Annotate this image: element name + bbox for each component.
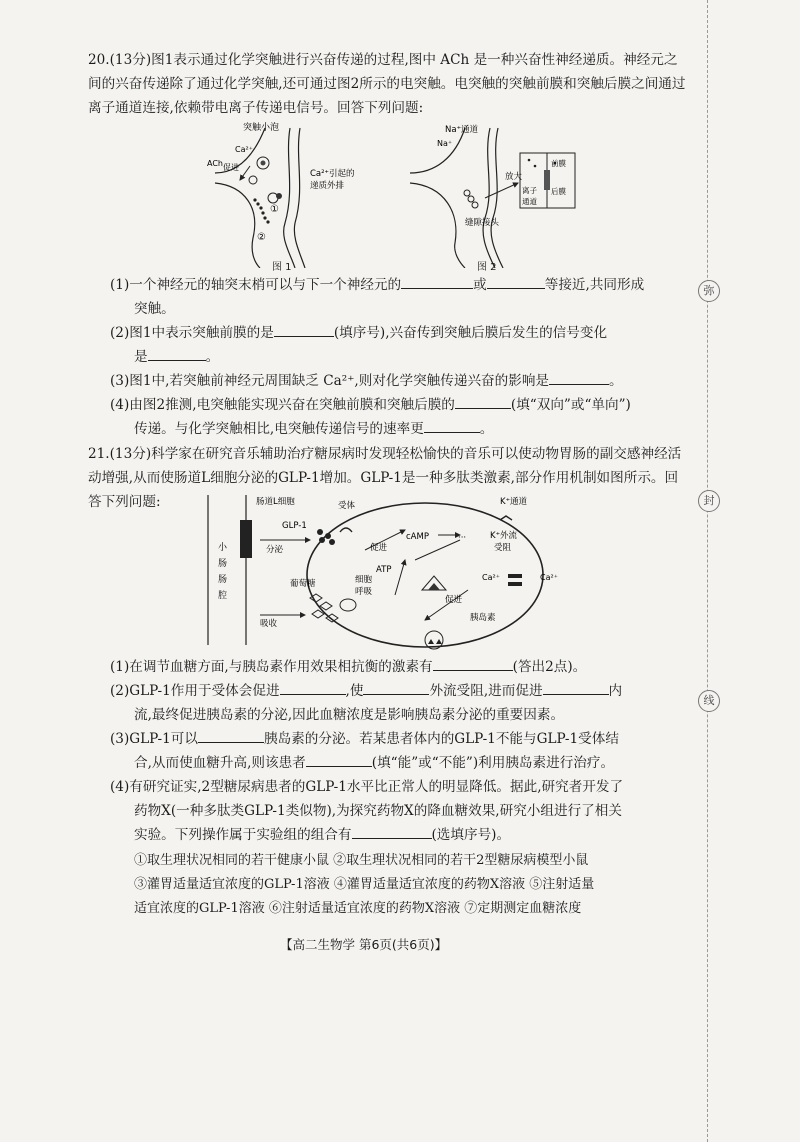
q21-s2-text-c: 外流受阻,进而促进 bbox=[429, 683, 543, 699]
electrical-synapse-diagram bbox=[405, 118, 585, 268]
fig1-label-ach: ACh bbox=[207, 159, 223, 168]
q21-s2-text-b: ,使 bbox=[345, 683, 364, 699]
q20-sub-4 bbox=[110, 393, 690, 417]
q21-s1-text-b: (答出2点)。 bbox=[512, 659, 587, 675]
q21-sub-3 bbox=[110, 727, 690, 751]
fig21-receptor: 受体 bbox=[338, 501, 356, 511]
q21-s2-blank-3[interactable] bbox=[543, 680, 609, 695]
q21-s4-text-c: 实验。下列操作属于实验组的组合有 bbox=[134, 827, 352, 843]
fig2-label-gap: 缝隙接头 bbox=[465, 218, 500, 228]
q21-option-line-2: ③灌胃适量适宜浓度的GLP-1溶液 ④灌胃适量适宜浓度的药物X溶液 ⑤注射适量 bbox=[134, 877, 595, 892]
chemical-synapse-diagram bbox=[195, 118, 390, 268]
q21-s2-blank-2[interactable] bbox=[363, 680, 429, 695]
q21-s4-text-d: (选填序号)。 bbox=[431, 827, 511, 843]
fig21-glucose: 葡萄糖 bbox=[290, 579, 316, 589]
fig2-label-zoom: 放大 bbox=[505, 172, 523, 182]
q21-intro: 21.(13分)科学家在研究音乐辅助治疗糖尿病时发现轻松愉快的音乐可以使动物胃肠的副交感神经活动增强,从而使肠道L细胞分泌的GLP-1增加。GLP-1是一种多肽类激素,部分作用机制如图所示。回答下列问题: bbox=[88, 446, 682, 510]
q21-option-line-1: ①取生理状况相同的若干健康小鼠 ②取生理状况相同的若干2型糖尿病模型小鼠 bbox=[134, 853, 589, 868]
fig21-promote-2: 促进 bbox=[445, 595, 463, 605]
fig21-k-out-1: K⁺外流 bbox=[490, 531, 518, 541]
q20-s1-text-a: (1)一个神经元的轴突末梢可以与下一个神经元的 bbox=[110, 277, 402, 293]
fig21-secrete: 分泌 bbox=[266, 545, 284, 555]
fig1-num-1: ① bbox=[270, 204, 279, 215]
q21-s1-text-a: (1)在调节血糖方面,与胰岛素作用效果相抗衡的激素有 bbox=[110, 659, 433, 675]
q20-sub-2 bbox=[110, 321, 690, 345]
fig2-label-post: 后膜 bbox=[551, 187, 566, 196]
q20-sub-2-cont bbox=[134, 345, 714, 369]
fig21-lumen-3: 肠 bbox=[218, 575, 228, 585]
fig21-k-out-2: 受阻 bbox=[494, 543, 512, 553]
q20-s2-blank-1[interactable] bbox=[274, 322, 334, 337]
fig21-dots: ··· bbox=[458, 533, 467, 543]
q20-sub-1 bbox=[110, 273, 690, 297]
fig2-label-ion2: 通道 bbox=[522, 197, 537, 206]
fig1-label-release2: 递质外排 bbox=[310, 181, 345, 191]
fig21-resp-2: 呼吸 bbox=[355, 587, 373, 597]
q20-s4-text-d: 。 bbox=[479, 421, 494, 437]
margin-seal-xian: 线 bbox=[698, 690, 720, 712]
q20-s4-blank-2[interactable] bbox=[424, 418, 480, 433]
fig21-promote-1: 促进 bbox=[370, 543, 388, 553]
q20-s3-text-a: (3)图1中,若突触前神经元周围缺乏 Ca²⁺,则对化学突触传递兴奋的影响是 bbox=[110, 373, 550, 389]
q21-s3-blank-2[interactable] bbox=[306, 752, 372, 767]
fig21-atp: ATP bbox=[376, 565, 392, 575]
q20-s1-text-b: 或 bbox=[473, 277, 487, 293]
figure-glp1 bbox=[200, 490, 580, 650]
q20-s4-text-c: 传递。与化学突触相比,电突触传递信号的速率更 bbox=[134, 421, 424, 437]
glp1-mechanism-diagram bbox=[200, 490, 580, 650]
fig1-label-promote: 促进 bbox=[223, 163, 239, 172]
fig21-absorb: 吸收 bbox=[260, 619, 278, 629]
q20-s2-text-c: 是 bbox=[134, 349, 148, 365]
q21-s3-blank-1[interactable] bbox=[198, 728, 264, 743]
q20-s1-blank-1[interactable] bbox=[401, 274, 473, 289]
q20-sub-4-cont bbox=[134, 417, 714, 441]
fig2-label-na-channel: Na⁺通道 bbox=[445, 125, 479, 135]
q20-s4-blank-1[interactable] bbox=[455, 394, 511, 409]
margin-seal-feng: 封 bbox=[698, 490, 720, 512]
fig21-lumen-1: 小 bbox=[218, 543, 228, 553]
fig1-label-vesicle: 突触小泡 bbox=[243, 123, 280, 133]
q21-sub-4-cont-2 bbox=[134, 823, 714, 847]
q21-s4-blank-1[interactable] bbox=[352, 824, 432, 839]
fig1-num-2: ② bbox=[257, 232, 266, 243]
q21-option-line-3: 适宜浓度的GLP-1溶液 ⑥注射适量适宜浓度的药物X溶液 ⑦定期测定血糖浓度 bbox=[134, 901, 582, 916]
q20-s2-text-a: (2)图1中表示突触前膜的是 bbox=[110, 325, 274, 341]
page-footer: 【高二生物学 第6页(共6页)】 bbox=[280, 937, 448, 952]
fig21-insulin: 胰岛素 bbox=[470, 613, 496, 623]
q21-sub-1 bbox=[110, 655, 690, 679]
fig2-label-na: Na⁺ bbox=[437, 139, 453, 148]
q20-s2-text-d: 。 bbox=[205, 349, 220, 365]
fig21-glp1: GLP-1 bbox=[282, 521, 307, 531]
fig21-camp: cAMP bbox=[406, 532, 429, 542]
fig21-ca-in: Ca²⁺ bbox=[482, 573, 500, 582]
q20-s1-text-c: 等接近,共同形成 bbox=[544, 277, 645, 293]
q21-s3-text-c: 合,从而使血糖升高,则该患者 bbox=[134, 755, 306, 771]
fig2-label-ion1: 离子 bbox=[522, 186, 537, 195]
figure-1-caption: 图 1 bbox=[272, 262, 292, 273]
q20-sub-1-cont: 突触。 bbox=[134, 301, 175, 317]
q20-s1-blank-2[interactable] bbox=[487, 274, 545, 289]
q20-intro: 20.(13分)图1表示通过化学突触进行兴奋传递的过程,图中 ACh 是一种兴奋性神经递质。神经元之间的兴奋传递除了通过化学突触,还可通过图2所示的电突触。电突触的突触前膜和突触后膜之间通过离子通道连接,依赖带电离子传递电信号。回答下列问题: bbox=[88, 52, 686, 116]
margin-seal-mi: 弥 bbox=[698, 280, 720, 302]
q21-s3-text-b: 胰岛素的分泌。若某患者体内的GLP-1不能与GLP-1受体结 bbox=[263, 731, 619, 747]
q21-s3-text-d: (填“能”或“不能”)利用胰岛素进行治疗。 bbox=[371, 755, 615, 771]
fig21-ca-out: Ca²⁺ bbox=[540, 573, 558, 582]
figure-1 bbox=[195, 118, 390, 268]
fig2-label-pre: 前膜 bbox=[551, 159, 566, 168]
figure-2-caption: 图 2 bbox=[477, 262, 497, 273]
q21-sub-3-cont bbox=[134, 751, 714, 775]
q21-sub-4-cont-1: 药物X(一种多肽类GLP-1类似物),为探究药物X的降血糖效果,研究小组进行了相关 bbox=[134, 803, 622, 819]
q21-sub-4: (4)有研究证实,2型糖尿病患者的GLP-1水平比正常人的明显降低。据此,研究者开发了 bbox=[110, 779, 624, 795]
fig21-lumen-4: 腔 bbox=[218, 591, 228, 601]
q20-s2-blank-2[interactable] bbox=[148, 346, 206, 361]
fig21-l-cell: 肠道L细胞 bbox=[256, 497, 295, 507]
fig21-resp-1: 细胞 bbox=[355, 575, 373, 585]
q20-sub-3 bbox=[110, 369, 690, 393]
fig21-lumen-2: 肠 bbox=[218, 559, 228, 569]
fig1-label-ca: Ca²⁺ bbox=[235, 145, 253, 154]
q21-s3-text-a: (3)GLP-1可以 bbox=[110, 731, 198, 747]
figure-2 bbox=[405, 118, 585, 268]
q20-s3-text-b: 。 bbox=[609, 373, 623, 389]
q21-sub-2-cont: 流,最终促进胰岛素的分泌,因此血糖浓度是影响胰岛素分泌的重要因素。 bbox=[134, 707, 565, 723]
q21-sub-2 bbox=[110, 679, 690, 703]
fig21-k-channel: K⁺通道 bbox=[500, 497, 528, 507]
q21-s2-text-a: (2)GLP-1作用于受体会促进 bbox=[110, 683, 280, 699]
q20-s2-text-b: (填序号),兴奋传到突触后膜后发生的信号变化 bbox=[333, 325, 608, 341]
q21-s1-blank-1[interactable] bbox=[433, 656, 513, 671]
binding-line bbox=[707, 0, 708, 1142]
q21-s2-text-d: 内 bbox=[608, 683, 623, 699]
q20-s4-text-b: (填“双向”或“单向”) bbox=[510, 397, 631, 413]
q20-s3-blank-1[interactable] bbox=[549, 370, 609, 385]
fig1-label-release: Ca²⁺引起的 bbox=[310, 169, 355, 179]
q20-s4-text-a: (4)由图2推测,电突触能实现兴奋在突触前膜和突触后膜的 bbox=[110, 397, 455, 413]
q21-s2-blank-1[interactable] bbox=[280, 680, 346, 695]
